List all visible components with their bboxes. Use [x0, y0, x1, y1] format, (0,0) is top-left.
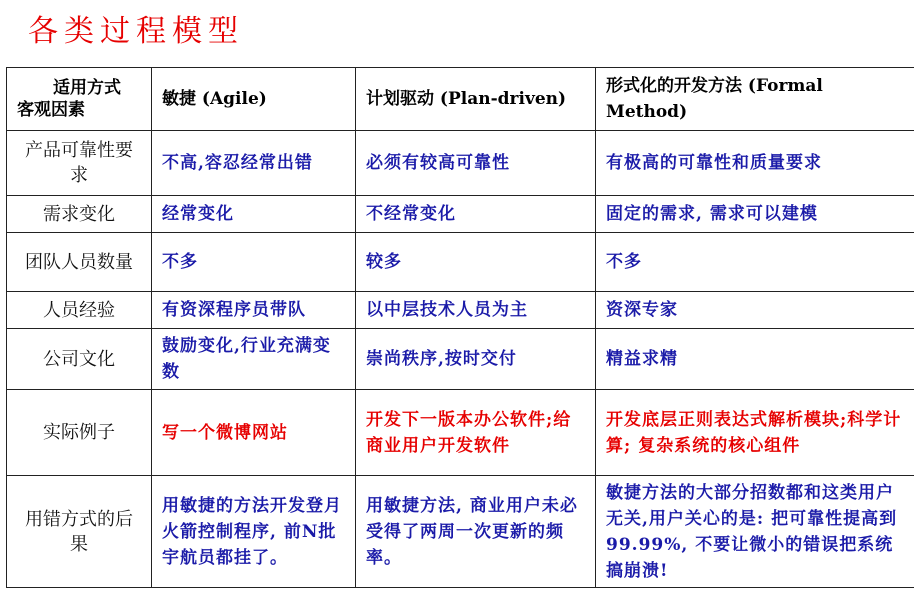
agile-header-en: (Agile): [201, 89, 267, 109]
factor-cell: 需求变化: [7, 196, 152, 233]
factor-cell: 用错方式的后果: [7, 476, 152, 588]
formal-cell: 资深专家: [596, 292, 914, 329]
agile-cell: 有资深程序员带队: [152, 292, 356, 329]
formal-cell: 敏捷方法的大部分招数都和这类用户无关,用户关心的是: 把可靠性提高到99.99%, 不要让微小的错误把系统搞崩溃!: [596, 476, 914, 588]
table-row: [7, 233, 914, 292]
process-model-table: [6, 67, 914, 588]
table-row: [7, 329, 914, 390]
table-row: [7, 196, 914, 233]
plan-header-en: (Plan-driven): [439, 89, 567, 109]
table-row: [7, 476, 914, 588]
corner-label-method: 适用方式: [53, 78, 121, 98]
factor-cell: 产品可靠性要求: [7, 131, 152, 196]
formal-cell: 固定的需求, 需求可以建模: [596, 196, 914, 233]
formal-cell: 开发底层正则表达式解析模块;科学计算; 复杂系统的核心组件: [596, 390, 914, 476]
plan-driven-header: [356, 68, 596, 131]
corner-header: [7, 68, 152, 131]
plan-cell: 用敏捷方法, 商业用户未必受得了两周一次更新的频率。: [356, 476, 596, 588]
formal-header-cn: 形式化的开发方法: [606, 76, 742, 96]
formal-method-header: [596, 68, 914, 131]
agile-cell: 用敏捷的方法开发登月火箭控制程序, 前N批宇航员都挂了。: [152, 476, 356, 588]
plan-cell: 必须有较高可靠性: [356, 131, 596, 196]
factor-cell: 人员经验: [7, 292, 152, 329]
factor-cell: 团队人员数量: [7, 233, 152, 292]
plan-cell: 开发下一版本办公软件;给商业用户开发软件: [356, 390, 596, 476]
plan-cell: 较多: [356, 233, 596, 292]
agile-header-cn: 敏捷: [162, 89, 196, 109]
agile-cell: 经常变化: [152, 196, 356, 233]
agile-cell: 不多: [152, 233, 356, 292]
agile-cell: 写一个微博网站: [152, 390, 356, 476]
table-row: [7, 131, 914, 196]
table-row: [7, 292, 914, 329]
formal-cell: 精益求精: [596, 329, 914, 390]
formal-cell: 不多: [596, 233, 914, 292]
factor-cell: 公司文化: [7, 329, 152, 390]
table-row: [7, 390, 914, 476]
agile-cell: 不高,容忍经常出错: [152, 131, 356, 196]
agile-cell: 鼓励变化,行业充满变数: [152, 329, 356, 390]
plan-cell: 以中层技术人员为主: [356, 292, 596, 329]
formal-header-en: (Formal Method): [606, 76, 823, 122]
factor-cell: 实际例子: [7, 390, 152, 476]
agile-header: [152, 68, 356, 131]
page-title: 各类过程模型: [28, 14, 244, 49]
header-row: [7, 68, 914, 131]
plan-cell: 不经常变化: [356, 196, 596, 233]
plan-header-cn: 计划驱动: [366, 89, 434, 109]
formal-cell: 有极高的可靠性和质量要求: [596, 131, 914, 196]
plan-cell: 崇尚秩序,按时交付: [356, 329, 596, 390]
corner-label-factor: 客观因素: [17, 100, 85, 120]
